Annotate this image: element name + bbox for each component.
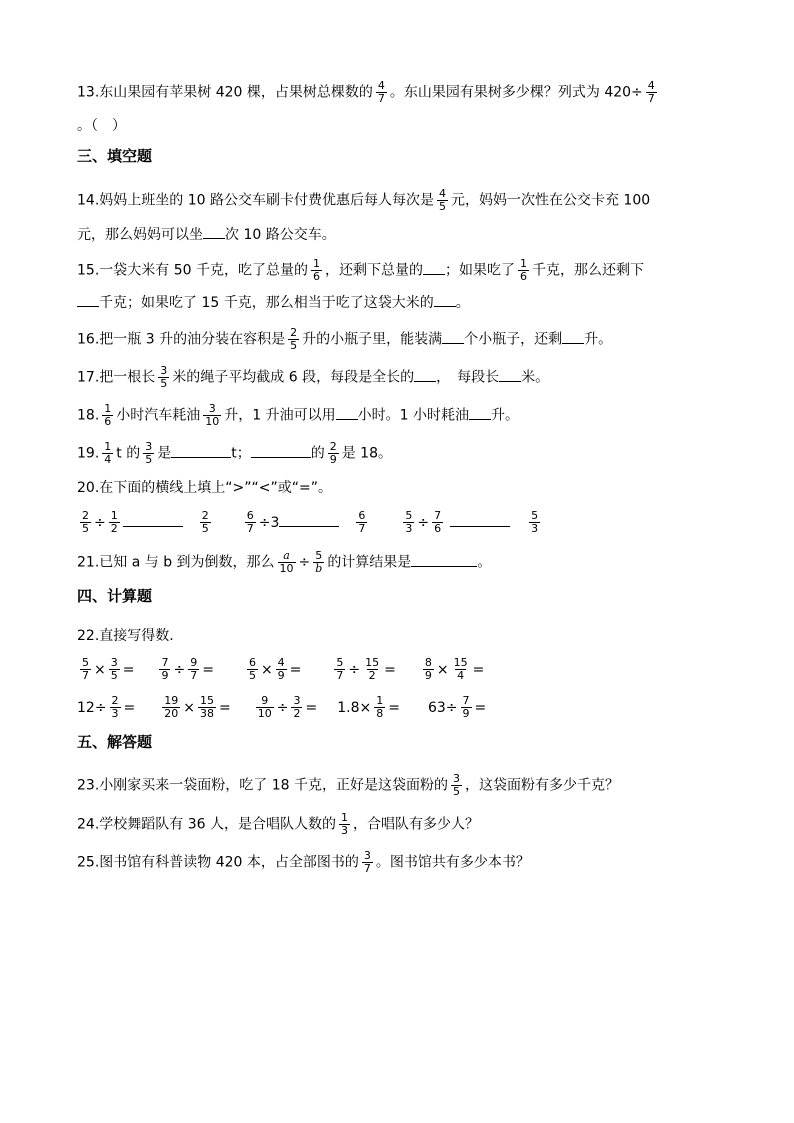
fraction: $\frac{1}{3}$ [340, 811, 348, 837]
fraction: $\frac{4}{7}$ [377, 79, 385, 105]
calc-item: $\frac{9}{10}$ ÷ $\frac{3}{2}$ = [257, 694, 318, 720]
fraction: $\frac{7}{9}$ [462, 694, 470, 720]
fraction: $\frac{15}{4}$ [453, 656, 468, 682]
question-20: 20.在下面的横线上填上“>”“<”或“=”。 [77, 480, 332, 496]
question-16: 16.把一瓶 3 升的油分装在容积是 $\frac{2}{5}$ 升的小瓶子里，能装满 个小瓶子，还剩 升。 [77, 326, 613, 352]
section-title-calculation: 四、计算题 [77, 587, 153, 605]
question-22: 22.直接写得数. [77, 628, 174, 644]
fraction: $\frac{9}{10}$ [257, 694, 272, 720]
q13-answer-paren: 。（ ） [77, 118, 126, 134]
fraction: $\frac{2}{3}$ [111, 694, 119, 720]
question-14-cont: 元，那么妈妈可以坐 次 10 路公交车。 [77, 224, 336, 245]
fraction: $\frac{2}{5}$ [290, 326, 298, 352]
calc-item: $\frac{5}{7}$ ÷ $\frac{15}{2}$ = [336, 656, 396, 682]
answer-blank[interactable] [171, 443, 231, 458]
answer-blank[interactable] [414, 367, 436, 382]
fraction: $\frac{1}{4}$ [104, 440, 112, 466]
answer-blank[interactable] [442, 329, 464, 344]
answer-blank[interactable] [423, 260, 445, 275]
question-25: 25.图书馆有科普读物 420 本，占全部图书的 $\frac{3}{7}$ 。图书馆共有多少本书？ [77, 849, 530, 875]
answer-blank[interactable] [336, 405, 358, 420]
fraction: $\frac{a}{10}$ [279, 549, 294, 575]
fraction: $\frac{15}{38}$ [200, 694, 215, 720]
calc-item: $\frac{19}{20}$ × $\frac{15}{38}$ = [164, 694, 231, 720]
calc-item: 63÷ $\frac{7}{9}$ = [427, 694, 487, 720]
fraction: $\frac{5}{3}$ [405, 509, 413, 535]
question-23: 23.小刚家买来一袋面粉，吃了 18 千克，正好是这袋面粉的 $\frac{3}{5}$ ，这袋面粉有多少千克？ [77, 772, 619, 798]
fraction: $\frac{1}{6}$ [312, 257, 320, 283]
question-14: 14.妈妈上班坐的 10 路公交车刷卡付费优惠后每人每次是 $\frac{4}{5}$ 元，妈妈一次性在公交卡充 100 [77, 187, 651, 213]
answer-blank[interactable] [279, 512, 339, 527]
fraction: $\frac{3}{2}$ [293, 694, 301, 720]
answer-blank[interactable] [77, 292, 99, 307]
fraction: $\frac{1}{6}$ [104, 402, 112, 428]
fraction: $\frac{2}{9}$ [329, 440, 337, 466]
fraction: $\frac{8}{9}$ [424, 656, 432, 682]
compare-item-2: $\frac{6}{7}$ ÷3 $\frac{6}{7}$ [246, 509, 366, 535]
question-15: 15.一袋大米有 50 千克，吃了总量的 $\frac{1}{6}$ ，还剩下总量的 ；如果吃了 $\frac{1}{6}$ 千克，那么还剩下 [77, 257, 644, 283]
section-title-fill-blank: 三、填空题 [77, 147, 153, 165]
calc-item: 12÷ $\frac{2}{3}$ = [77, 694, 136, 720]
answer-blank[interactable] [411, 552, 477, 567]
question-24: 24.学校舞蹈队有 36 人，是合唱队人数的 $\frac{1}{3}$ ，合唱队有多少人？ [77, 811, 479, 837]
q13-text: 13.东山果园有苹果树 420 棵，占果树总棵数的 [77, 84, 373, 101]
fraction: $\frac{4}{9}$ [277, 656, 285, 682]
answer-blank[interactable] [450, 512, 510, 527]
question-13-cont [77, 116, 126, 136]
answer-blank[interactable] [469, 405, 491, 420]
question-19: 19. $\frac{1}{4}$ t 的 $\frac{3}{5}$ 是 t； 的 $\frac{2}{9}$ 是 18。 [77, 440, 392, 466]
fraction: $\frac{4}{7}$ [647, 79, 655, 105]
section-title-word-problems: 五、解答题 [77, 733, 153, 751]
question-15-cont: 千克；如果吃了 15 千克，那么相当于吃了这袋大米的 。 [77, 292, 470, 313]
fraction: $\frac{3}{5}$ [452, 772, 460, 798]
fraction: $\frac{3}{7}$ [363, 849, 371, 875]
answer-blank[interactable] [562, 329, 584, 344]
question-13 [77, 80, 660, 105]
calc-item: 1.8× $\frac{1}{8}$ = [337, 694, 400, 720]
fraction: $\frac{3}{5}$ [145, 440, 153, 466]
calc-item: $\frac{5}{7}$ × $\frac{3}{5}$ = [82, 656, 135, 682]
question-18: 18. $\frac{1}{6}$ 小时汽车耗油 $\frac{3}{10}$ 升，1 升油可以用 小时。1 小时耗油 升。 [77, 402, 519, 428]
answer-blank[interactable] [203, 224, 225, 239]
fraction: $\frac{4}{5}$ [438, 187, 446, 213]
fraction: $\frac{6}{7}$ [246, 509, 254, 535]
fraction: $\frac{7}{9}$ [161, 656, 169, 682]
answer-blank[interactable] [251, 443, 311, 458]
calc-item: $\frac{8}{9}$ × $\frac{15}{4}$ = [424, 656, 485, 682]
q13-text: 。东山果园有果树多少棵？列式为 420÷ [389, 84, 643, 101]
fraction: $\frac{5}{3}$ [531, 509, 539, 535]
fraction: $\frac{6}{7}$ [358, 509, 366, 535]
answer-blank[interactable] [123, 512, 183, 527]
answer-blank[interactable] [499, 367, 521, 382]
calc-item: $\frac{6}{5}$ × $\frac{4}{9}$ = [248, 656, 302, 682]
compare-item-1: $\frac{2}{5}$ ÷ $\frac{1}{2}$ $\frac{2}{5}$ [82, 509, 209, 535]
fraction: $\frac{7}{6}$ [434, 509, 442, 535]
fraction: $\frac{19}{20}$ [164, 694, 179, 720]
question-17: 17.把一根长 $\frac{3}{5}$ 米的绳子平均截成 6 段，每段是全长的 ， 每段长 米。 [77, 364, 550, 390]
calc-item: $\frac{7}{9}$ ÷ $\frac{9}{7}$ = [161, 656, 214, 682]
fraction: $\frac{2}{5}$ [201, 509, 209, 535]
question-21: 21.已知 a 与 b 到为倒数，那么 $\frac{a}{10}$ ÷ $\frac{5}{b}$ 的计算结果是 。 [77, 549, 492, 575]
fraction: $\frac{1}{6}$ [519, 257, 527, 283]
fraction: $\frac{5}{b}$ [315, 549, 323, 575]
compare-item-3: $\frac{5}{3}$ ÷ $\frac{7}{6}$ $\frac{5}{3}$ [405, 509, 539, 535]
fraction: $\frac{9}{7}$ [190, 656, 198, 682]
fraction: $\frac{1}{2}$ [110, 509, 118, 535]
fraction: $\frac{6}{5}$ [248, 656, 256, 682]
fraction: $\frac{1}{8}$ [376, 694, 384, 720]
fraction: $\frac{3}{5}$ [110, 656, 118, 682]
fraction: $\frac{15}{2}$ [365, 656, 380, 682]
question-22-row-1 [77, 657, 484, 682]
fraction: $\frac{5}{7}$ [336, 656, 344, 682]
fraction: $\frac{3}{10}$ [205, 402, 220, 428]
fraction: $\frac{2}{5}$ [82, 509, 89, 535]
answer-blank[interactable] [434, 292, 456, 307]
fraction: $\frac{5}{7}$ [82, 656, 89, 682]
question-20-items [77, 510, 543, 535]
fraction: $\frac{3}{5}$ [160, 364, 168, 390]
question-22-row-2 [77, 695, 486, 720]
